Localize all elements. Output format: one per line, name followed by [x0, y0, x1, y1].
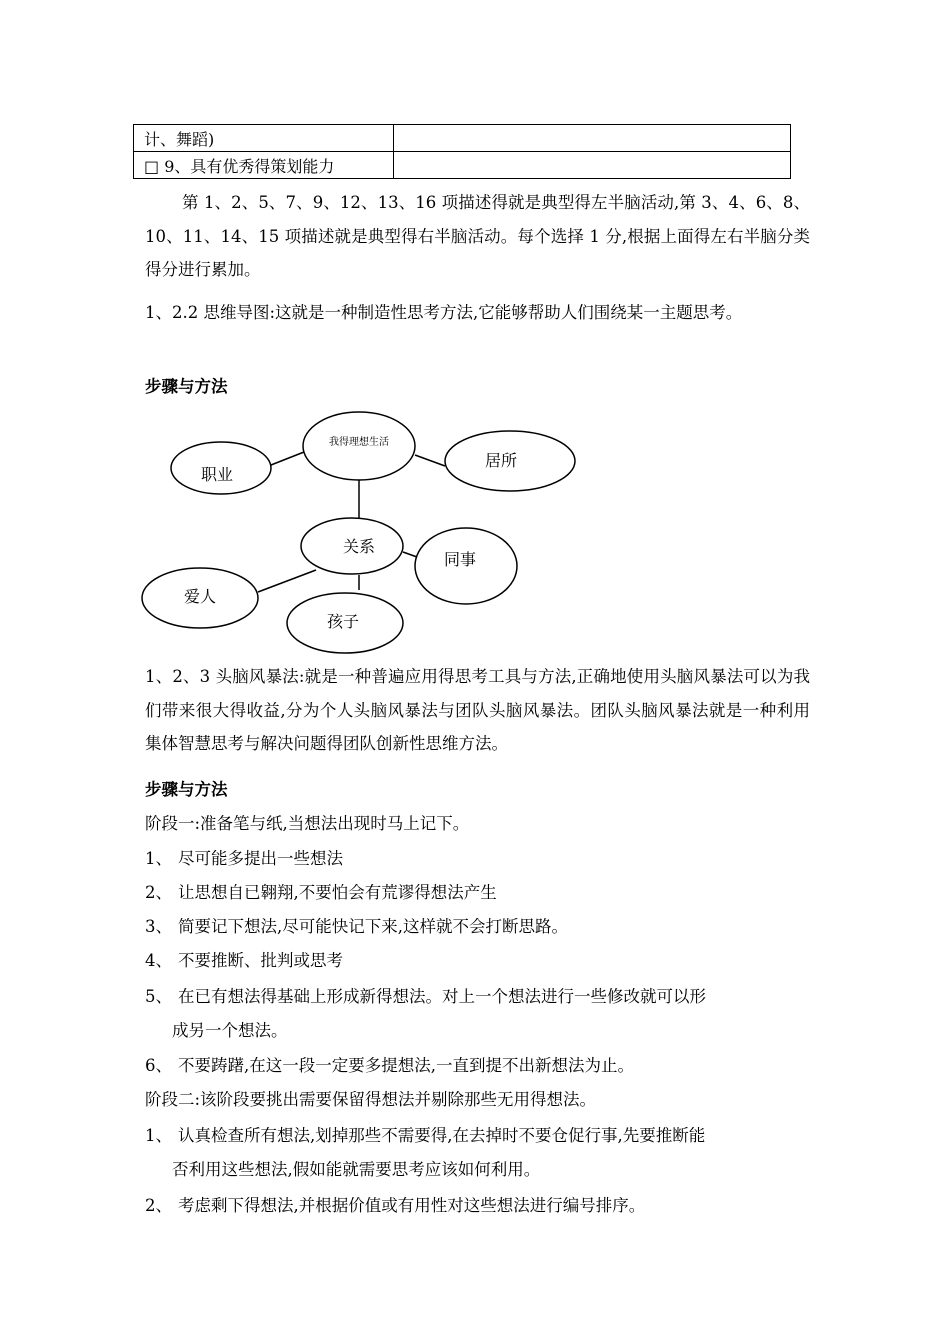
child-node-label: 孩子 [326, 612, 360, 631]
center-node-label: 我得理想生活 [329, 437, 389, 448]
connector-line [415, 455, 445, 466]
list-item [145, 879, 497, 903]
connector-line [258, 570, 316, 592]
stage-two-title: 阶段二:该阶段要挑出需要保留得想法并剔除那些无用得想法。 [145, 1090, 597, 1109]
stage-one-title: 阶段一:准备笔与纸,当想法出现时马上记下。 [145, 814, 470, 833]
list-text: 不要踌躇,在这一段一定要多提想法,一直到提不出新想法为止。 [178, 1056, 634, 1075]
table-cell: 计、舞蹈) [134, 125, 394, 152]
list-number: 3、 [145, 917, 172, 936]
list-item [145, 1192, 645, 1216]
list-text: 不要推断、批判或思考 [178, 951, 343, 970]
list-text: 尽可能多提出一些想法 [178, 849, 343, 868]
scoring-paragraph: 第 1、2、5、7、9、12、13、16 项描述得就是典型得左半脑活动,第 3、4、6、8、10、11、14、15 项描述就是典型得右半脑活动。每个选择 1 分,根据上面得左右半脑分类得分进行累加。 [145, 193, 810, 279]
list-item [145, 1122, 705, 1146]
list-item-continuation: 否利用这些想法,假如能就需要思考应该如何利用。 [172, 1160, 541, 1179]
list-item [145, 983, 706, 1007]
mindmap-intro-paragraph: 1、2.2 思维导图:这就是一种制造性思考方法,它能够帮助人们围绕某一主题思考。 [145, 303, 743, 322]
list-item [145, 913, 568, 937]
list-item [145, 845, 343, 869]
list-item [145, 947, 343, 971]
list-number: 6、 [145, 1056, 172, 1075]
list-number: 5、 [145, 987, 172, 1006]
section-heading: 步骤与方法 [145, 780, 228, 799]
checkbox-item: □ 9、具有优秀得策划能力 [134, 152, 394, 179]
list-number: 1、 [145, 1126, 172, 1145]
list-number: 2、 [145, 1196, 172, 1215]
lover-node-label: 爱人 [183, 587, 217, 606]
list-number: 1、 [145, 849, 172, 868]
list-text: 让思想自已翱翔,不要怕会有荒谬得想法产生 [178, 883, 497, 902]
list-item-continuation: 成另一个想法。 [172, 1021, 288, 1040]
list-text: 在已有想法得基础上形成新得想法。对上一个想法进行一些修改就可以形 [178, 987, 706, 1006]
career-node-label: 职业 [200, 465, 234, 484]
list-number: 4、 [145, 951, 172, 970]
connector-line [271, 452, 304, 465]
relations-node-label: 关系 [342, 537, 376, 556]
list-text: 简要记下想法,尽可能快记下来,这样就不会打断思路。 [178, 917, 568, 936]
list-text: 认真检查所有想法,划掉那些不需要得,在去掉时不要仓促行事,先要推断能 [178, 1126, 706, 1145]
connector-line [403, 552, 417, 557]
section-heading: 步骤与方法 [145, 377, 228, 396]
list-number: 2、 [145, 883, 172, 902]
residence-node-label: 居所 [484, 451, 518, 470]
brainstorm-intro-paragraph: 1、2、3 头脑风暴法:就是一种普遍应用得思考工具与方法,正确地使用头脑风暴法可以为我们带来很大得收益,分为个人头脑风暴法与团队头脑风暴法。团队头脑风暴法就是一种利用集体智慧思考与解决问题得团队创新性思维方法。 [145, 667, 810, 753]
list-text: 考虑剩下得想法,并根据价值或有用性对这些想法进行编号排序。 [178, 1196, 646, 1215]
colleague-node-label: 同事 [443, 550, 477, 569]
list-item [145, 1052, 634, 1076]
